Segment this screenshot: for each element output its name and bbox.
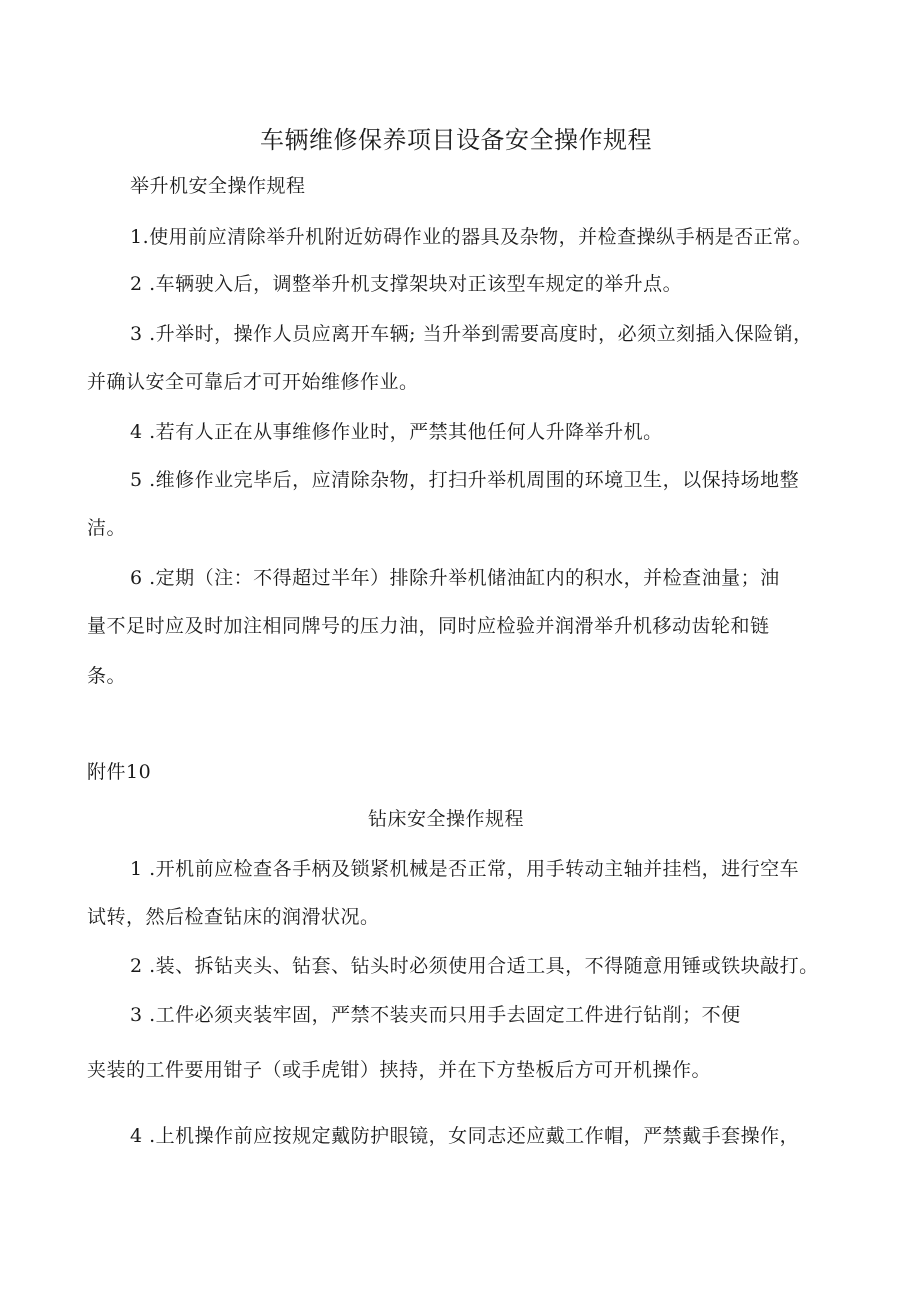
section2-item-3-line-2: 夹装的工件要用钳子（或手虎钳）挟持，并在下方垫板后方可开机操作。: [87, 1059, 712, 1081]
section1-item-3-line-2: 并确认安全可靠后才可开始维修作业。: [87, 371, 419, 393]
section2-item-1-line-1: 1 .开机前应检查各手柄及锁紧机械是否正常，用手转动主轴并挂档，进行空车: [130, 858, 800, 880]
section1-item-6-line-1: 6 .定期（注：不得超过半年）排除升举机储油缸内的积水，并检查油量；油: [130, 567, 780, 589]
section2-item-2-line-1: 2 .装、拆钻夹头、钻套、钻头时必须使用合适工具，不得随意用锤或铁块敲打。: [130, 955, 819, 977]
section1-item-5-line-1: 5 .维修作业完毕后，应清除杂物，打扫升举机周围的环境卫生，以保持场地整: [130, 469, 800, 491]
section1-item-2-line-1: 2 .车辆驶入后，调整举升机支撑架块对正该型车规定的举升点。: [130, 273, 683, 295]
section2-item-4-line-1: 4 .上机操作前应按规定戴防护眼镜，女同志还应戴工作帽，严禁戴手套操作，: [130, 1125, 800, 1147]
attachment-label: 附件10: [87, 761, 152, 783]
section1-item-6-line-3: 条。: [87, 665, 127, 687]
section1-item-1-line-1: 1.使用前应清除举升机附近妨碍作业的器具及杂物，并检查操纵手柄是否正常。: [130, 226, 813, 248]
section1-item-6-line-2: 量不足时应及时加注相同牌号的压力油，同时应检验并润滑举升机移动齿轮和链: [87, 615, 770, 637]
section1-item-4-line-1: 4 .若有人正在从事维修作业时，严禁其他任何人升降举升机。: [130, 421, 663, 443]
document-title: 车辆维修保养项目设备安全操作规程: [260, 126, 652, 154]
section1-item-3-line-1: 3 .升举时，操作人员应离开车辆; 当升举到需要高度时，必须立刻插入保险销，: [130, 323, 813, 345]
section1-item-5-line-2: 洁。: [87, 517, 127, 539]
section2-heading: 钻床安全操作规程: [368, 808, 525, 830]
section2-item-1-line-2: 试转，然后检查钻床的润滑状况。: [87, 906, 380, 928]
section2-item-3-line-1: 3 .工件必须夹装牢固，严禁不装夹而只用手去固定工件进行钻削；不便: [130, 1004, 741, 1026]
section1-heading: 举升机安全操作规程: [130, 175, 306, 197]
